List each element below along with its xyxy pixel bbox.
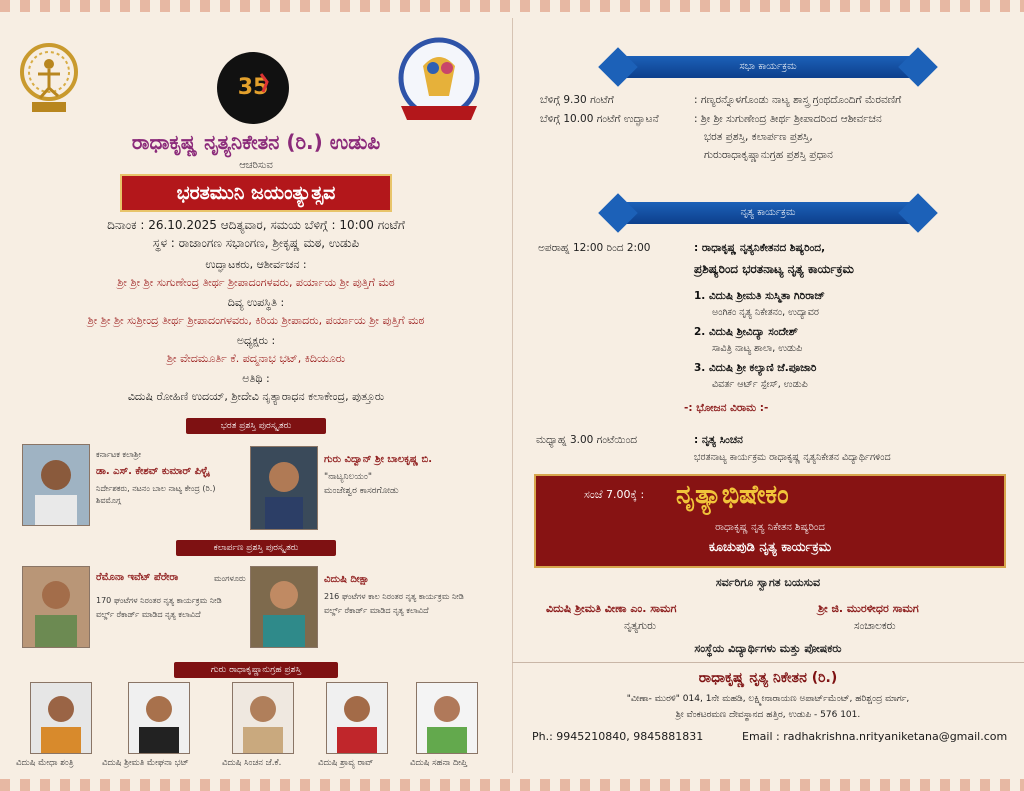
awardee-4-record: ವರ್ಲ್ಡ್ ರೆಕಾರ್ಡ್ ಮಾಡಿದ ನೃತ್ಯ ಕಲಾವಿದೆ bbox=[324, 606, 429, 615]
guru-awardee-name-5: ವಿದುಷಿ ಸಹನಾ ದೀಪ್ತಿ bbox=[410, 758, 468, 768]
guru-awardee-name-4: ವಿದುಷಿ ಶ್ರಾವ್ಯ ರಾವ್ bbox=[318, 758, 374, 768]
bharata-award-pill: ಭರತ ಪ್ರಶಸ್ತಿ ಪುರಸ್ಕೃತರು bbox=[186, 418, 326, 434]
performer-1-name: 1. ವಿದುಷಿ ಶ್ರೀಮತಿ ಸುಸ್ಮಿತಾ ಗಿರಿರಾಜ್ bbox=[694, 290, 825, 302]
guru-awardee-name-2: ವಿದುಷಿ ಶ್ರೀಮತಿ ಮೇಘನಾ ಭಟ್ bbox=[102, 758, 189, 768]
awardee-1-name: ಡಾ. ಎಸ್. ಕೇಶವ್ ಕುಮಾರ್ ಪಿಳ್ಳೈ bbox=[96, 466, 210, 477]
address-line-1: "ವೀಣಾ- ಮುರಳಿ" 014, 1ನೇ ಮಹಡಿ, ಲಕ್ಷ್ಮೀನಾರಾಯಣ ಅಪಾರ್ಟ್‌ಮೆಂಟ್, ಹರಿಶ್ಚಂದ್ರ ಮಾರ್ಗ, bbox=[626, 694, 910, 704]
awardee-1-place: ಶಿವಮೊಗ್ಗ bbox=[96, 496, 121, 505]
guru-awardee-photo-5 bbox=[416, 682, 478, 754]
awardee-photo-4 bbox=[250, 566, 318, 648]
dance-1-program: ಪ್ರಶಿಷ್ಯರಿಂದ ಭರತನಾಟ್ಯ ನೃತ್ಯ ಕಾರ್ಯಕ್ರಮ bbox=[694, 262, 854, 276]
schedule-2-time: ಬೆಳಿಗ್ಗೆ 10.00 ಗಂಟೆಗೆ ಉದ್ಘಾಟನೆ bbox=[540, 113, 659, 125]
footer-organization: ರಾಧಾಕೃಷ್ಣ ನೃತ್ಯ ನಿಕೇತನ (ರಿ.) bbox=[698, 670, 838, 686]
schedule-2-text: : ಶ್ರೀ ಶ್ರೀ ಸುಗುಣೇಂದ್ರ ತೀರ್ಥ ಶ್ರೀಪಾದರಿಂದ ಆಶೀರ್ವಚನ bbox=[694, 113, 882, 125]
awardee-photo-2 bbox=[250, 446, 318, 530]
awardee-3-name: ರೆಮೊನಾ ಇವೆಟ್ ಪೆರೇರಾ bbox=[96, 572, 179, 583]
event-banner: ಭರತಮುನಿ ಜಯಂತ್ಯುತ್ಸವ bbox=[120, 174, 392, 212]
awardee-3-desc: 170 ಘಂಟೆಗಳ ನಿರಂತರ ನೃತ್ಯ ಕಾರ್ಯಕ್ರಮ ನೀಡಿ bbox=[96, 596, 222, 605]
awardee-1-tag: ಕರ್ನಾಟಕ ಕಲಾಶ್ರೀ bbox=[96, 450, 142, 459]
performer-3-name: 3. ವಿದುಷಿ ಶ್ರೀ ಕಲ್ಯಾಣಿ ಜೆ.ಪೂಜಾರಿ bbox=[694, 362, 817, 374]
inaugurator-name: ಶ್ರೀ ಶ್ರೀ ಶ್ರೀ ಸುಗುಣೇಂದ್ರ ತೀರ್ಥ ಶ್ರೀಪಾದಂಗಳವರು, ಪರ್ಯಾಯ ಶ್ರೀ ಪುತ್ತಿಗೆ ಮಠ bbox=[117, 276, 395, 289]
date-time-line: ದಿನಾಂಕ : 26.10.2025 ಆದಿತ್ಯವಾರ, ಸಮಯ ಬೆಳಿಗ್ಗೆ : 10:00 ಗಂಟೆಗೆ bbox=[107, 218, 405, 232]
guru-awardee-photo-1 bbox=[30, 682, 92, 754]
top-border bbox=[0, 0, 1024, 12]
awardee-photo-3 bbox=[22, 566, 90, 648]
host-2-role: ಸಂಚಾಲಕರು bbox=[854, 620, 896, 632]
schedule-2-awards: ಭರತ ಪ್ರಶಸ್ತಿ, ಕಲಾರ್ಪಣ ಪ್ರಶಸ್ತಿ, bbox=[704, 131, 813, 143]
afternoon-program-desc: ಭರತನಾಟ್ಯ ಕಾರ್ಯಕ್ರಮ ರಾಧಾಕೃಷ್ಣ ನೃತ್ಯನಿಕೇತನ ವಿದ್ಯಾರ್ಥಿಗಳಿಂದ bbox=[694, 452, 891, 463]
awardee-4-name: ವಿದುಷಿ ದೀಕ್ಷಾ bbox=[324, 574, 370, 585]
guru-awardee-name-3: ವಿದುಷಿ ಸಿಂಚನ ಜೆ.ಕೆ. bbox=[222, 758, 282, 768]
kalarpana-award-pill: ಕಲಾರ್ಪಣ ಪ್ರಶಸ್ತಿ ಪುರಸ್ಕೃತರು bbox=[176, 540, 336, 556]
president-heading: ಅಧ್ಯಕ್ಷರು : bbox=[236, 334, 276, 347]
dance-program-banner: ನೃತ್ಯ ಕಾರ್ಯಕ್ರಮ bbox=[618, 202, 918, 224]
guru-awardee-photo-3 bbox=[232, 682, 294, 754]
performer-1-place: ಅಂಗಿಕಂ ನೃತ್ಯ ನಿಕೇತನಂ, ಉದ್ಯಾವರ bbox=[712, 307, 819, 318]
email-address: Email : radhakrishna.nrityaniketana@gmail.com bbox=[742, 730, 1008, 743]
anniversary-35-logo bbox=[217, 52, 289, 124]
awardee-photo-1 bbox=[22, 444, 90, 526]
phone-numbers: Ph.: 9945210840, 9845881831 bbox=[532, 730, 704, 743]
evening-title: ನೃತ್ಯಾಭಿಷೇಕಂ bbox=[676, 480, 789, 510]
awardee-3-record: ವರ್ಲ್ಡ್ ರೆಕಾರ್ಡ್ ಮಾಡಿದ ನೃತ್ಯ ಕಲಾವಿದೆ bbox=[96, 610, 201, 619]
left-panel bbox=[0, 14, 512, 774]
evening-subtitle: ರಾಧಾಕೃಷ್ಣ ನೃತ್ಯ ನಿಕೇತನ ಶಿಷ್ಯರಿಂದ bbox=[715, 522, 825, 533]
divine-presence-heading: ದಿವ್ಯ ಉಪಸ್ಥಿತಿ : bbox=[227, 296, 285, 309]
guru-awardee-photo-4 bbox=[326, 682, 388, 754]
right-panel bbox=[512, 14, 1024, 774]
lunch-break: -: ಭೋಜನ ವಿರಾಮ :- bbox=[684, 402, 769, 414]
guru-awardee-name-1: ವಿದುಷಿ ಮೇಧಾ ಶಂತ್ರಿ bbox=[16, 758, 74, 768]
footer-divider bbox=[512, 662, 1024, 663]
members-line: ಸಂಸ್ಥೆಯ ವಿದ್ಯಾರ್ಥಿಗಳು ಮತ್ತು ಪೋಷಕರು bbox=[694, 642, 842, 655]
presents-label: ಆಚರಿಸುವ bbox=[239, 160, 273, 171]
afternoon-time: ಮಧ್ಯಾಹ್ನ 3.00 ಗಂಟೆಯಿಂದ bbox=[536, 434, 638, 446]
schedule-1-text: : ಗಣ್ಯರನ್ನೊಳಗೊಂಡು ನಾಟ್ಯ ಶಾಸ್ತ್ರ ಗ್ರಂಥದೊಂದಿಗೆ ಮೆರವಣಿಗೆ bbox=[694, 94, 902, 106]
awardee-4-desc: 216 ಘಂಟೆಗಳ ಕಾಲ ನಿರಂತರ ನೃತ್ಯ ಕಾರ್ಯಕ್ರಮ ನೀಡಿ bbox=[324, 592, 464, 601]
sabha-program-banner: ಸಭಾ ಕಾರ್ಯಕ್ರಮ bbox=[618, 56, 918, 78]
awardee-3-place: ಮಂಗಳೂರು bbox=[214, 574, 246, 583]
schedule-1-time: ಬೆಳಿಗ್ಗೆ 9.30 ಗಂಟೆಗೆ bbox=[540, 94, 614, 106]
evening-time: ಸಂಜೆ 7.00ಕ್ಕೆ : bbox=[584, 488, 645, 501]
host-2-name: ಶ್ರೀ ಜಿ. ಮುರಳೀಧರ ಸಾಮಗ bbox=[818, 602, 919, 615]
afternoon-program: : ನೃತ್ಯ ಸಿಂಚನ bbox=[694, 434, 743, 446]
guru-award-pill: ಗುರು ರಾಧಾಕೃಷ್ಣಾನುಗ್ರಹ ಪ್ರಶಸ್ತಿ bbox=[174, 662, 338, 678]
nataraja-logo bbox=[18, 38, 80, 116]
awardee-2-place: ಮಂಜೇಶ್ವರ ಕಾಸರಗೋಡು bbox=[324, 486, 399, 496]
awardee-2-name: ಗುರು ವಿದ್ವಾನ್ ಶ್ರೀ ಬಾಲಕೃಷ್ಣ ಬಿ. bbox=[324, 454, 433, 465]
organization-emblem-logo bbox=[393, 36, 485, 128]
svg-text:35: 35 bbox=[237, 75, 269, 100]
schedule-2-guru-award: ಗುರುರಾಧಾಕೃಷ್ಣಾನುಗ್ರಹ ಪ್ರಶಸ್ತಿ ಪ್ರಧಾನ bbox=[704, 149, 833, 161]
awardee-1-desc: ನಿರ್ದೇಶಕರು, ನಟನಂ ಬಾಲ ನಾಟ್ಯ ಕೇಂದ್ರ (ರಿ.) bbox=[96, 484, 216, 493]
welcome-line: ಸರ್ವರಿಗೂ ಸ್ವಾಗತ ಬಯಸುವ bbox=[715, 576, 821, 589]
venue-line: ಸ್ಥಳ : ರಾಜಾಂಗಣ ಸಭಾಂಗಣ, ಶ್ರೀಕೃಷ್ಣ ಮಠ, ಉಡುಪಿ bbox=[152, 236, 360, 250]
dance-1-text: : ರಾಧಾಕೃಷ್ಣ ನೃತ್ಯನಿಕೇತನದ ಶಿಷ್ಯರಿಂದ, bbox=[694, 242, 826, 254]
host-1-role: ನೃತ್ಯಗುರು bbox=[624, 620, 656, 632]
awardee-2-desc: "ನಾಟ್ಯನಿಲಯಂ" bbox=[324, 472, 373, 482]
evening-program-box bbox=[534, 474, 1006, 568]
bottom-border bbox=[0, 779, 1024, 791]
performer-3-place: ವಿವರ್ತ ಆರ್ಟ್ ಸ್ಪೇಸ್, ಉಡುಪಿ bbox=[712, 379, 808, 390]
evening-program-name: ಕೂಚುಪುಡಿ ನೃತ್ಯ ಕಾರ್ಯಕ್ರಮ bbox=[708, 540, 832, 555]
performer-2-place: ಸಾವಿತ್ರಿ ನಾಟ್ಯ ಶಾಲಾ, ಉಡುಪಿ bbox=[712, 343, 803, 354]
performer-2-name: 2. ವಿದುಷಿ ಶ್ರೀವಿದ್ಯಾ ಸಂದೇಶ್ bbox=[694, 326, 798, 338]
dance-1-time: ಅಪರಾಹ್ನ 12:00 ರಿಂದ 2:00 bbox=[538, 242, 651, 254]
guru-awardee-photo-2 bbox=[128, 682, 190, 754]
divine-presence-name: ಶ್ರೀ ಶ್ರೀ ಶ್ರೀ ಸುಶ್ರೀಂದ್ರ ತೀರ್ಥ ಶ್ರೀಪಾದಂಗಳವರು, ಕಿರಿಯ ಶ್ರೀಪಾದರು, ಪರ್ಯಾಯ ಶ್ರೀ ಪುತ್ತಿಗೆ ಮಠ bbox=[87, 314, 425, 327]
guest-name: ವಿದುಷಿ ರೋಹಿಣಿ ಉದಯ್, ಶ್ರೀದೇವಿ ನೃತ್ಯಾರಾಧನ ಕಲಾಕೇಂದ್ರ, ಪುತ್ತೂರು bbox=[127, 390, 385, 403]
guest-heading: ಅತಿಥಿ : bbox=[242, 372, 270, 385]
inaugurator-heading: ಉದ್ಘಾಟಕರು, ಆಶೀರ್ವಚನ : bbox=[205, 258, 307, 271]
address-line-2: ಶ್ರೀ ವೆಂಕಟರಮಣ ದೇವಸ್ಥಾನದ ಹತ್ತಿರ, ಉಡುಪಿ - 576 101. bbox=[675, 710, 861, 720]
president-name: ಶ್ರೀ ವೇದಮೂರ್ತಿ ಕೆ. ಪದ್ಮನಾಭ ಭಟ್, ಕಿದಿಯೂರು bbox=[166, 352, 346, 365]
host-1-name: ವಿದುಷಿ ಶ್ರೀಮತಿ ವೀಣಾ ಎಂ. ಸಾಮಗ bbox=[546, 602, 677, 615]
organization-title: ರಾಧಾಕೃಷ್ಣ ನೃತ್ಯನಿಕೇತನ (ರಿ.) ಉಡುಪಿ bbox=[131, 130, 381, 154]
